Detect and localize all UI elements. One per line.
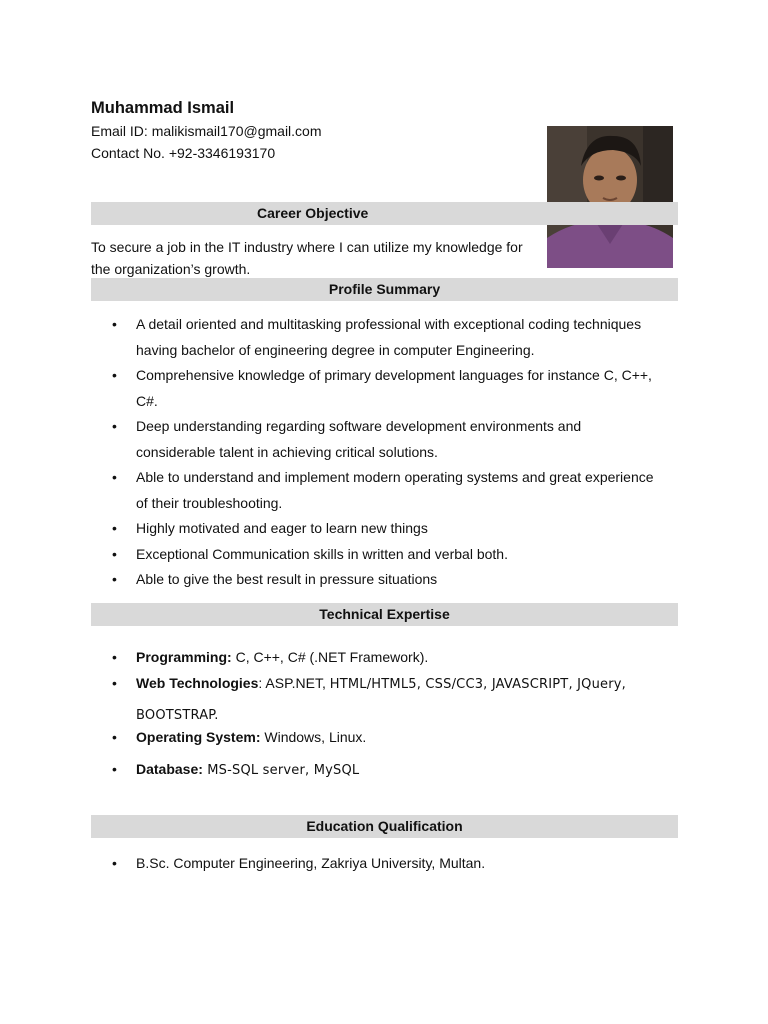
contact-line: [91, 143, 275, 163]
list-item-text: C#.: [136, 392, 158, 409]
section-title: Career Objective: [257, 205, 369, 221]
programming-label: Programming:: [136, 649, 232, 665]
database-label: Database:: [136, 761, 203, 777]
email-line: [91, 121, 322, 141]
career-objective-text: [91, 236, 546, 280]
list-item: [91, 465, 671, 516]
list-item-text: considerable talent in achieving critical solutions.: [136, 443, 438, 460]
section-education: [91, 815, 678, 838]
profile-summary-list: [91, 312, 671, 593]
objective-line-2: the organization’s growth.: [91, 261, 251, 277]
list-item: [91, 567, 671, 593]
list-item-text: • Comprehensive knowledge of primary development languages for instance C, C++,: [136, 367, 652, 383]
list-item-text: • Highly motivated and eager to learn new things: [136, 520, 428, 536]
database-value: MS-SQL server, MySQL: [202, 763, 360, 778]
profile-photo-image: [547, 126, 673, 268]
technical-expertise-list-3: [91, 757, 671, 784]
section-title: Technical Expertise: [319, 606, 450, 622]
list-item-text: • A detail oriented and multitasking professional with exceptional coding techniques: [136, 316, 642, 332]
section-title: Education Qualification: [306, 818, 463, 834]
list-item-text: • B.Sc. Computer Engineering, Zakriya University, Multan.: [136, 855, 486, 871]
list-item-text: • Able to give the best result in pressure situations: [136, 571, 438, 587]
list-item-os: [91, 725, 671, 751]
list-item: [91, 851, 671, 877]
profile-photo: [547, 126, 673, 268]
web-label: Web Technologies: [136, 674, 259, 691]
list-item: [91, 516, 671, 542]
section-profile-summary: [91, 278, 678, 301]
section-career-objective: [91, 202, 678, 225]
contact-label: Contact No.: [91, 145, 169, 161]
list-item: [91, 414, 671, 465]
web-value-line-1: HTML/HTML5, CSS/CC3, JAVASCRIPT, JQuery,: [329, 676, 626, 692]
contact-value: +92-3346193170: [168, 145, 276, 161]
list-item-text: of their troubleshooting.: [136, 494, 283, 511]
web-aspnet: ASP.NET,: [265, 674, 330, 691]
candidate-name: Muhammad Ismail: [91, 99, 235, 117]
list-item: [91, 542, 671, 568]
list-item: [91, 312, 671, 363]
list-item-programming: [91, 645, 671, 671]
list-item-database: [91, 757, 671, 784]
education-list: [91, 851, 671, 877]
programming-value: C, C++, C# (.NET Framework).: [231, 649, 429, 665]
list-item-text: • Able to understand and implement modern operating systems and great experience: [136, 469, 654, 485]
email-label: Email ID:: [91, 123, 152, 139]
list-item-text: • Deep understanding regarding software development environments and: [136, 418, 582, 434]
objective-line-1: To secure a job in the IT industry where I can utilize my knowledge for: [91, 239, 523, 255]
list-item-text: having bachelor of engineering degree in computer Engineering.: [136, 341, 535, 358]
os-label: Operating System:: [136, 729, 261, 745]
email-value: malikismail170@gmail.com: [151, 123, 322, 139]
list-item-text: • Exceptional Communication skills in written and verbal both.: [136, 545, 508, 562]
web-colon: :: [258, 674, 266, 691]
list-item-web: [91, 671, 671, 729]
list-item: [91, 363, 671, 414]
web-value-line-2: BOOTSTRAP.: [136, 708, 219, 723]
technical-expertise-list: [91, 645, 671, 729]
section-technical-expertise: [91, 603, 678, 626]
os-value: Windows, Linux.: [260, 729, 367, 745]
technical-expertise-list-2: [91, 725, 671, 751]
section-title: Profile Summary: [328, 281, 441, 297]
